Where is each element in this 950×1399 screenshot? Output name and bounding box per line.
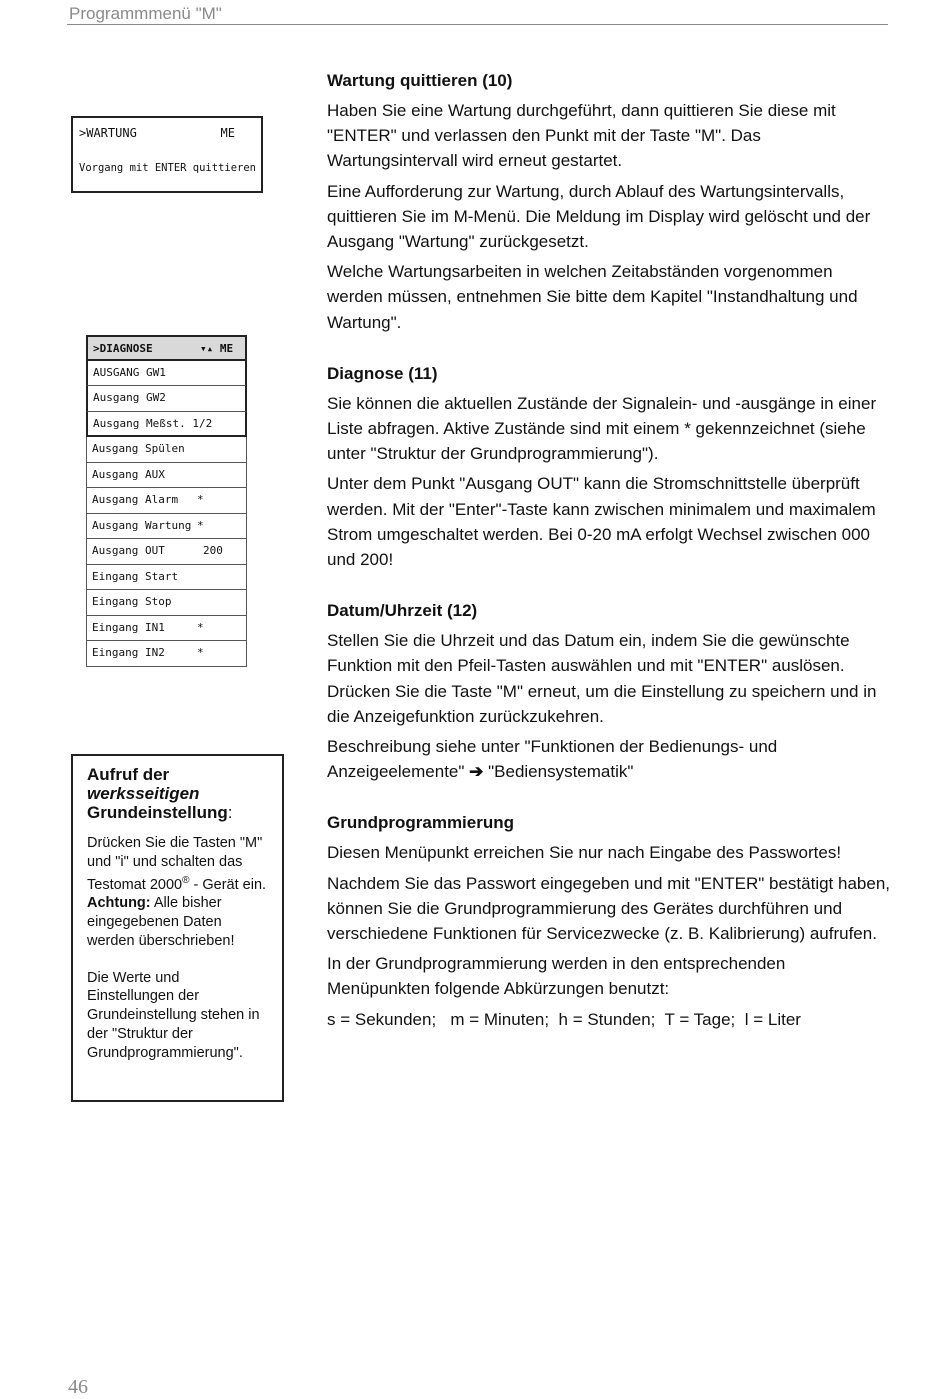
section-heading: Diagnose (11)	[327, 363, 438, 383]
page-number: 46	[68, 1376, 88, 1398]
lcd-diagnose-menu	[86, 335, 247, 667]
info-box-title: Aufruf der werksseitigen Grundeinstellung:	[87, 765, 233, 822]
section-heading: Grundprogrammierung	[327, 813, 515, 833]
info-box-note: Die Werte und Einstellungen der Grundeinstellung stehen in der "Struktur der Grundprogrammierung".	[87, 969, 260, 1061]
paragraph: Welche Wartungsarbeiten in welchen Zeitabständen vorgenommen werden müssen, entnehmen Sie bitte dem Kapitel "Instandhaltung und Wartung".	[327, 262, 858, 332]
section-grundprogrammierung	[327, 810, 892, 1031]
abbreviations-line: s = Sekunden; m = Minuten; h = Stunden; T = Tage; l = Liter	[327, 1009, 801, 1029]
right-arrow-icon: ➔	[469, 762, 484, 782]
paragraph: Haben Sie eine Wartung durchgeführt, dann quittieren Sie diese mit "ENTER" und verlassen den Punkt mit der Taste "M". Das Wartungsintervall wird erneut gestartet.	[327, 101, 836, 171]
diagnose-row: Eingang IN1 *	[86, 616, 247, 642]
lcd-line1-right: ME	[220, 126, 235, 140]
diagnose-row: Ausgang AUX	[86, 463, 247, 489]
diagnose-row: Ausgang OUT 200	[86, 539, 247, 565]
section-diagnose	[327, 361, 892, 572]
factory-reset-info-box	[71, 754, 284, 1102]
paragraph: Diesen Menüpunkt erreichen Sie nur nach Eingabe des Passwortes!	[327, 843, 842, 863]
paragraph: Unter dem Punkt "Ausgang OUT" kann die Stromschnittstelle überprüft werden. Mit der "Enter"-Taste kann zwischen minimalem und maximalem Strom umgeschaltet werden. Bei 0-20 mA erfolgt Wechsel zwischen 000 und 200!	[327, 474, 876, 570]
diagnose-row: Ausgang Meßst. 1/2	[86, 412, 247, 438]
diagnose-row: Ausgang Spülen	[86, 437, 247, 463]
paragraph: Sie können die aktuellen Zustände der Signalein- und -ausgänge in einer Liste abfragen. Aktive Zustände sind mit einem * gekennzeichnet (siehe unter "Struktur der Grundprogrammierung").	[327, 393, 877, 464]
info-box-text: Drücken Sie die Tasten "M" und "i" und schalten das Testomat 2000® - Gerät ein. Achtung: Alle bisher eingegebenen Daten werden überschrieben!	[87, 835, 267, 949]
lcd-line1-left: >WARTUNG	[79, 126, 137, 140]
diagnose-row: Eingang Stop	[86, 590, 247, 616]
header-divider	[67, 24, 888, 25]
diagnose-row: Eingang IN2 *	[86, 641, 247, 667]
lcd-display-wartung	[71, 116, 263, 193]
paragraph: Beschreibung siehe unter "Funktionen der Bedienungs- und Anzeigeelemente" ➔ "Bediensystematik"	[327, 737, 778, 782]
diagnose-row: Ausgang GW2	[86, 386, 247, 412]
section-heading: Datum/Uhrzeit (12)	[327, 601, 478, 621]
paragraph: In der Grundprogrammierung werden in den entsprechenden Menüpunkten folgende Abkürzungen benutzt:	[327, 954, 786, 999]
page-header: Programmmenü "M"	[69, 4, 222, 23]
diagnose-row: Eingang Start	[86, 565, 247, 591]
lcd-line2: Vorgang mit ENTER quittieren	[79, 162, 257, 174]
diagnose-row: Ausgang Wartung *	[86, 514, 247, 540]
section-heading: Wartung quittieren (10)	[327, 71, 513, 90]
section-datum	[327, 598, 892, 784]
paragraph: Stellen Sie die Uhrzeit und das Datum ein, indem Sie die gewünschte Funktion mit den Pfeil-Tasten auswählen und mit "ENTER" auslösen. Drücken Sie die Taste "M" erneut, um die Einstellung zu speichern und in die Anzeigefunktion zurückzukehren.	[327, 631, 877, 726]
section-wartung	[327, 68, 892, 335]
diagnose-row: Ausgang Alarm *	[86, 488, 247, 514]
paragraph: Nachdem Sie das Passwort eingegeben und mit "ENTER" bestätigt haben, können Sie die Grundprogrammierung des Gerätes durchführen und verschiedene Funktionen für Servicezwecke (z. B. Kalibrierung) aufrufen.	[327, 873, 890, 944]
paragraph: Eine Aufforderung zur Wartung, durch Ablauf des Wartungsintervalls, quittieren Sie im M-Menü. Die Meldung im Display wird gelöscht und der Ausgang "Wartung" zurückgesetzt.	[327, 181, 871, 252]
diagnose-row: AUSGANG GW1	[86, 361, 247, 387]
diagnose-row-header: >DIAGNOSE ▾▴ ME	[86, 335, 247, 361]
main-content	[327, 68, 892, 1058]
